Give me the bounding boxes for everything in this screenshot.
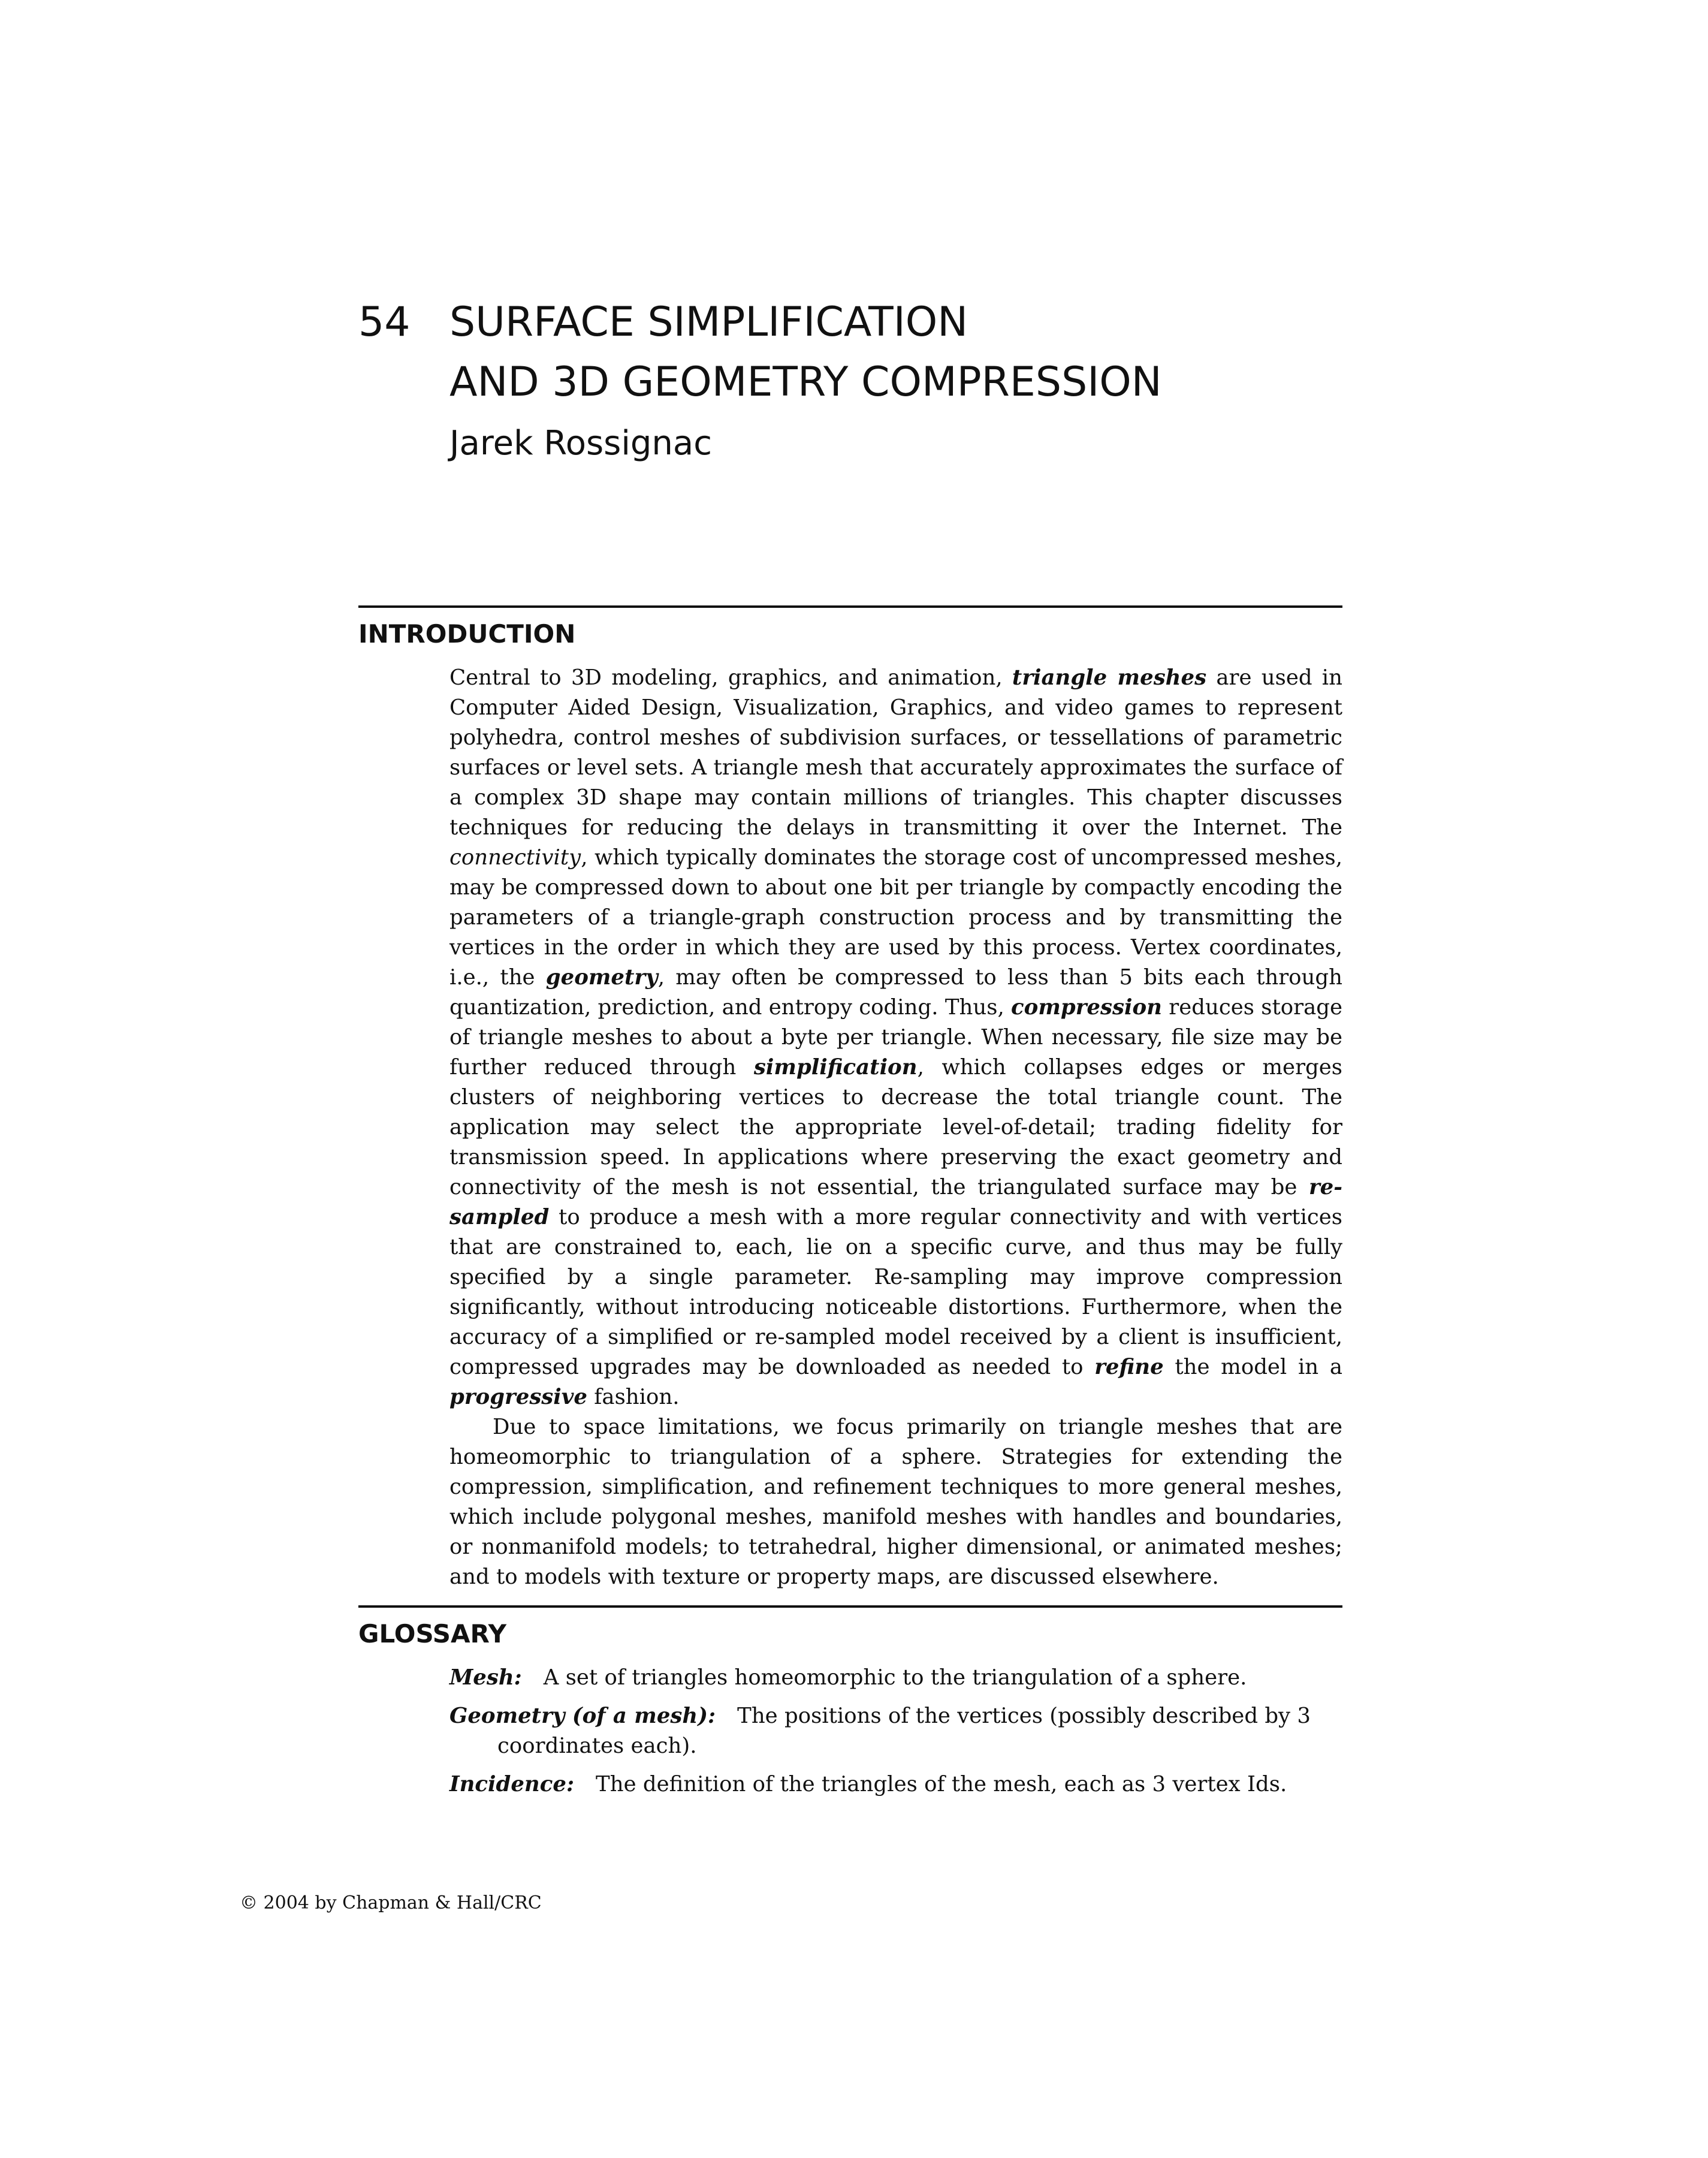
introduction-heading: INTRODUCTION [358,619,576,649]
p1-text-9: fashion. [587,1385,680,1409]
term-compression: compression [1011,995,1162,1020]
glossary-rule [358,1605,1342,1608]
glossary-definition: The definition of the triangles of the mesh, each as 3 vertex Ids. [596,1772,1287,1797]
term-triangle-meshes: triangle meshes [1012,665,1207,690]
chapter-title-line-2: AND 3D GEOMETRY COMPRESSION [449,358,1162,406]
introduction-paragraph-2: Due to space limitations, we focus primarily on triangle meshes that are homeomorphic to triangulation of a sphere. Strategies for extending the compression, simplification, and refinement techniques to more general meshes, which include polygonal meshes, manifold meshes with handles and boundaries, or nonmanifold models; to tetrahedral, higher dimensional, or animated meshes; and to models with texture or property maps, are discussed elsewhere. [449,1415,1342,1589]
glossary-list [449,1663,1342,1808]
p1-text-1: Central to 3D modeling, graphics, and animation, [449,665,1012,690]
p1-text-6: , which collapses edges or merges clusters of neighboring vertices to decrease the total triangle count. The application may select the appropriate level-of-detail; trading fidelity for transmission speed. In applications where preserving the exact geometry and connectivity of the mesh is not essential, the triangulated surface may be [449,1055,1342,1199]
chapter-title [449,293,1162,412]
p1-text-3: , which typically dominates the storage cost of uncompressed meshes, may be compressed down to about one bit per triangle by compactly encoding the parameters of a triangle-graph construction process and by transmitting the vertices in the order in which they are used by this process. Vertex coordinates, i.e., the [449,845,1342,990]
glossary-entry-mesh [449,1663,1342,1693]
term-re-sampled: re-sampled [449,1175,1342,1229]
term-simplification: simplification [753,1055,918,1080]
introduction-rule [358,605,1342,608]
glossary-definition: A set of triangles homeomorphic to the triangulation of a sphere. [543,1665,1247,1690]
p1-text-4: , may often be compressed to less than 5 bits each through quantization, prediction, and entropy coding. Thus, [449,965,1342,1020]
glossary-term: Geometry (of a mesh): [449,1704,716,1728]
p1-text-8: the model in a [1163,1355,1342,1379]
glossary-entry-incidence [449,1770,1342,1800]
term-refine: refine [1094,1355,1164,1379]
glossary-entry-geometry [449,1701,1342,1761]
glossary-term: Incidence: [449,1772,575,1797]
p1-text-2: are used in Computer Aided Design, Visualization, Graphics, and video games to represent polyhedra, control meshes of subdivision surfaces, or tessellations of parametric surfaces or level sets. A triangle mesh that accurately approximates the surface of a complex 3D shape may contain millions of triangles. This chapter discusses techniques for reducing the delays in transmitting it over the Internet. The [449,665,1343,840]
author-name: Jarek Rossignac [449,424,713,463]
copyright-footer: © 2004 by Chapman & Hall/CRC [240,1892,542,1913]
p1-text-5: reduces storage of triangle meshes to about a byte per triangle. When necessary, file size may be further reduced through [449,995,1342,1080]
introduction-paragraph-1 [449,663,1342,1412]
term-geometry: geometry [545,965,658,990]
glossary-definition: The positions of the vertices (possibly described by 3 coordinates each). [497,1704,1311,1758]
chapter-number: 54 [358,299,411,346]
chapter-title-line-1: SURFACE SIMPLIFICATION [449,299,968,346]
term-connectivity: connectivity [449,845,581,870]
glossary-heading: GLOSSARY [358,1619,507,1648]
p1-text-7: to produce a mesh with a more regular connectivity and with vertices that are constrained to, each, lie on a specific curve, and thus may be fully specified by a single parameter. Re-sampling may improve compression significantly, without introducing noticeable distortions. Furthermore, when the accuracy of a simplified or re-sampled model received by a client is insufficient, compressed upgrades may be downloaded as needed to [449,1205,1342,1379]
glossary-term: Mesh: [449,1665,522,1690]
term-progressive: progressive [449,1385,587,1409]
introduction-body [449,663,1342,1592]
